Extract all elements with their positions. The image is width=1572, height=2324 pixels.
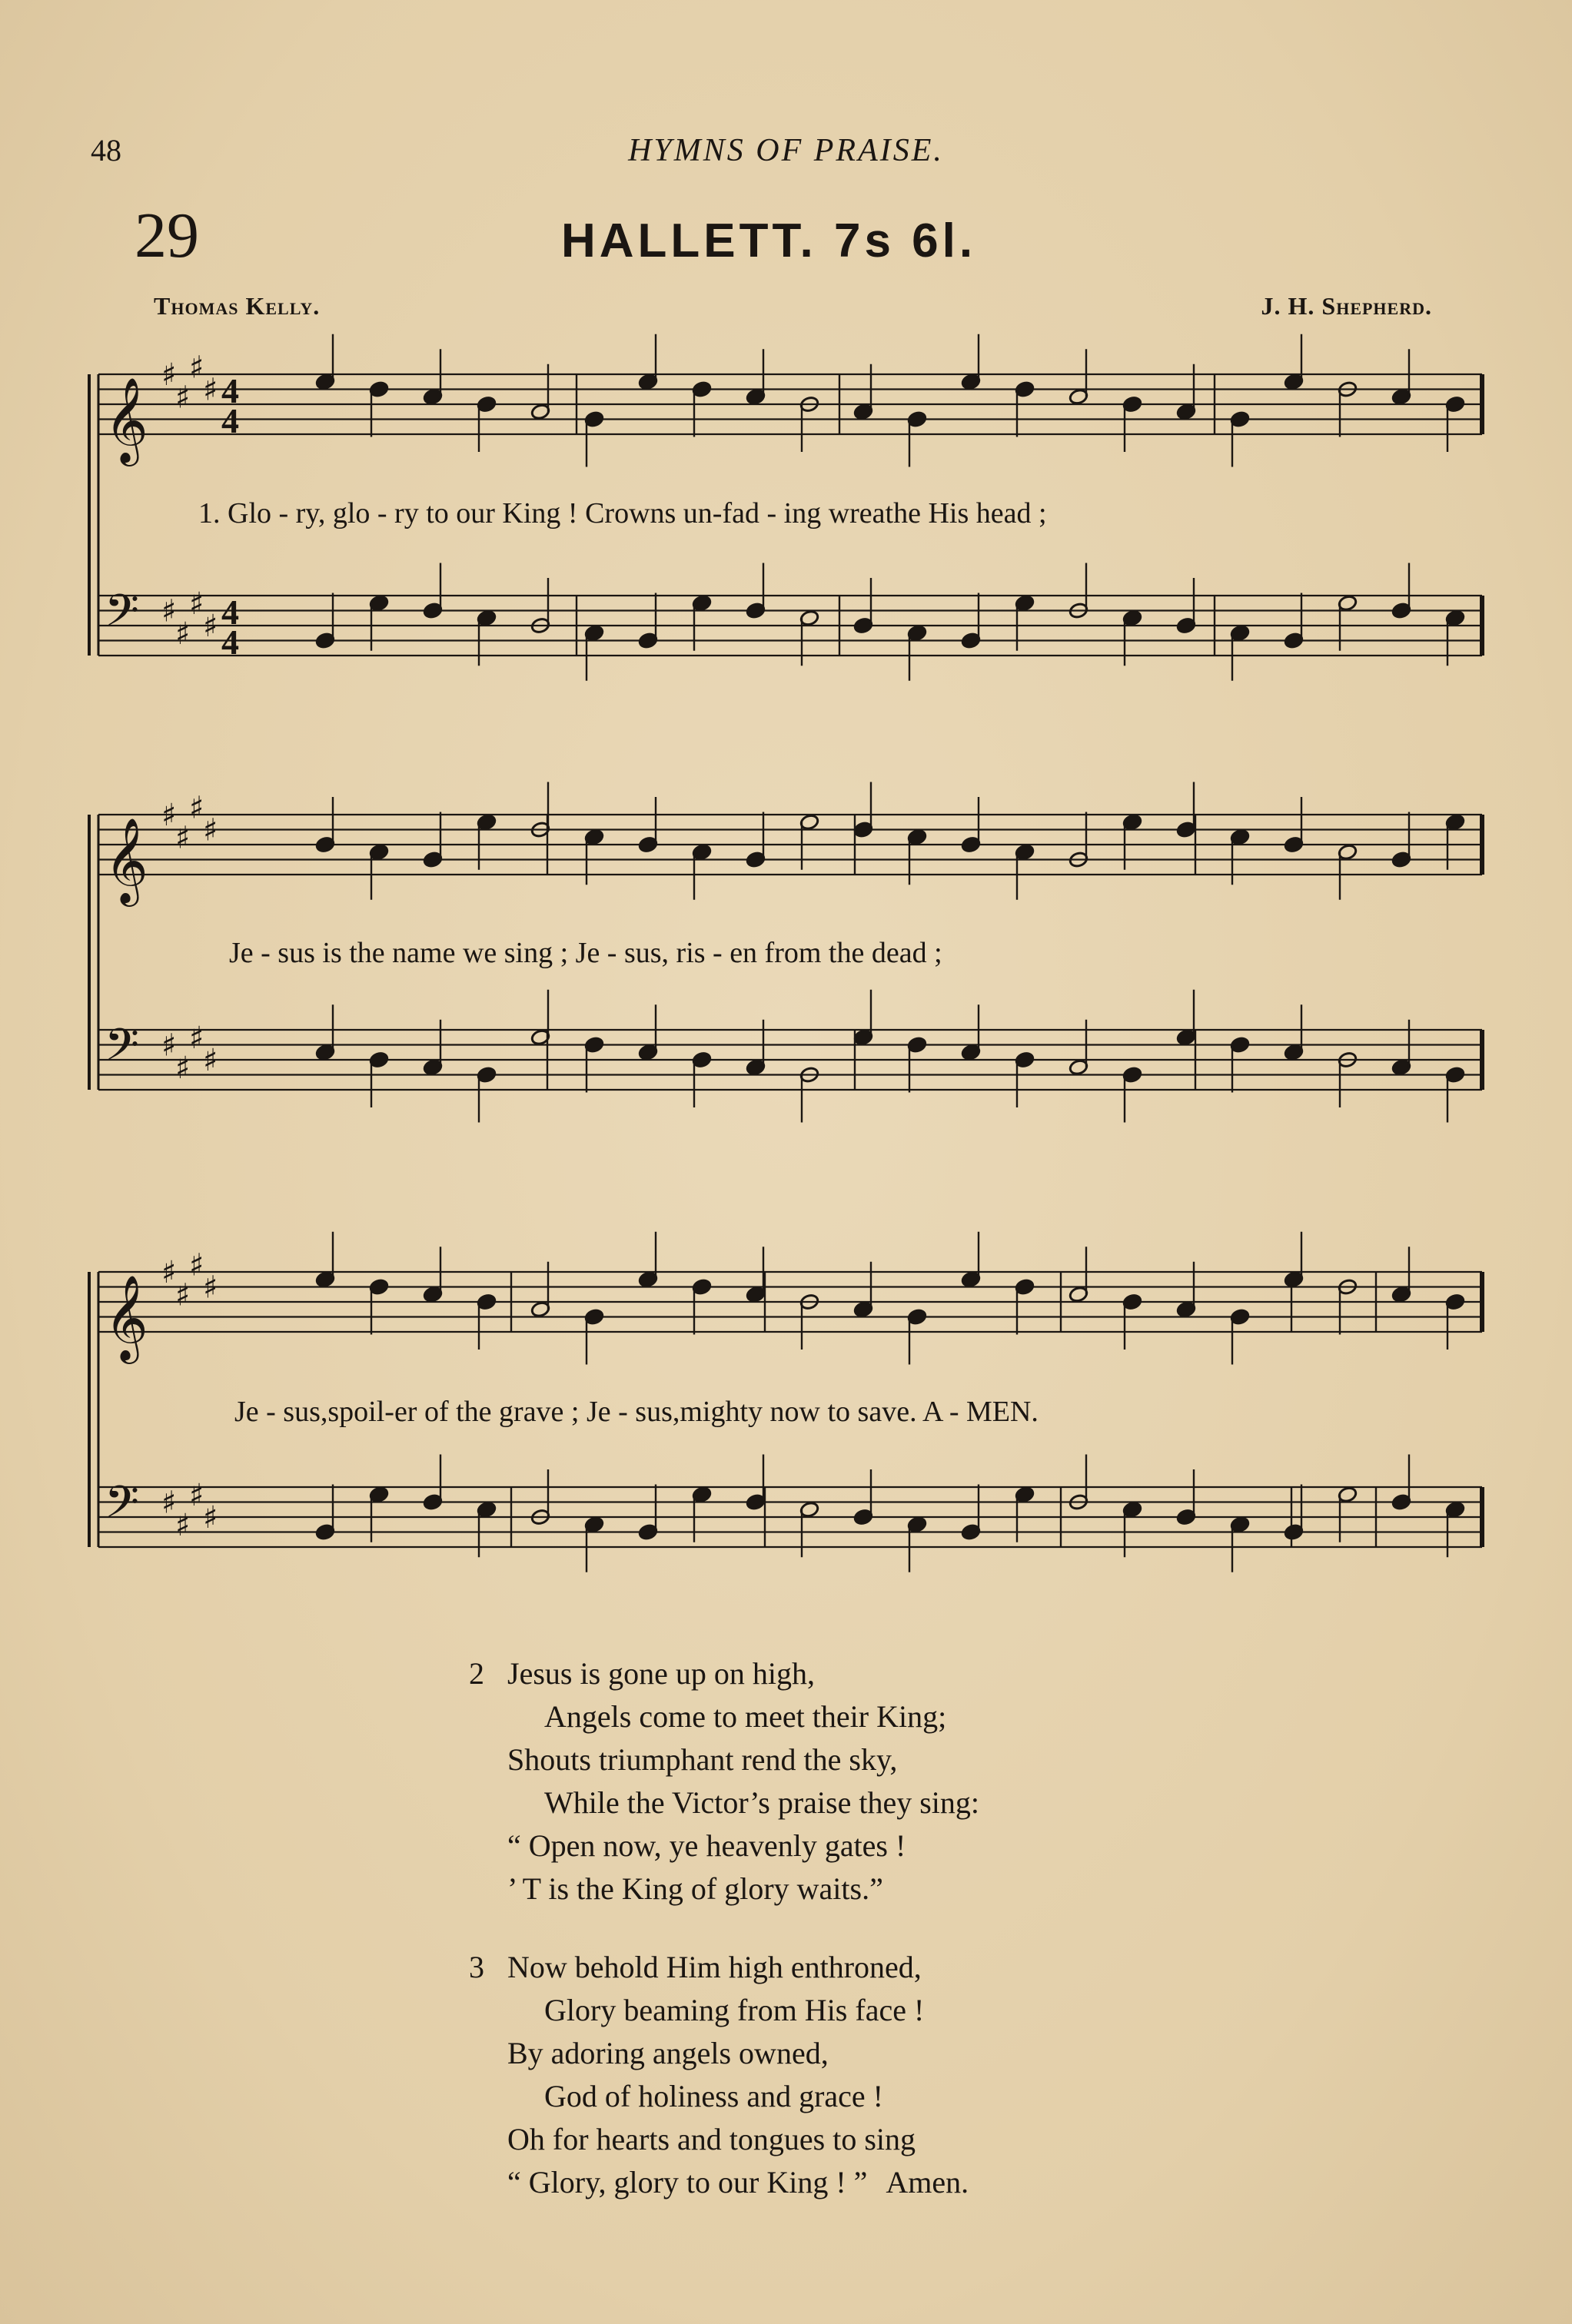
- stanza-number: 3: [469, 1950, 484, 1984]
- verse-line: Shouts triumphant rend the sky,: [507, 1742, 898, 1777]
- sharp-icon: ♯: [175, 1277, 191, 1313]
- tune-title: HALLETT. 7s 6l.: [561, 214, 977, 267]
- running-head: HYMNS OF PRAISE.: [628, 133, 944, 168]
- verse-line: Now behold Him high enthroned,: [507, 1950, 922, 1984]
- lyrics-line-1: 1. Glo - ry, glo - ry to our King ! Crowns un-fad - ing wreathe His head ;: [198, 497, 1047, 530]
- sharp-icon: ♯: [175, 820, 191, 856]
- sharp-icon: ♯: [161, 357, 177, 393]
- author-credit: Thomas Kelly.: [154, 292, 321, 320]
- sharp-icon: ♯: [189, 586, 204, 622]
- treble-clef-icon: 𝄞: [105, 1274, 148, 1360]
- sharp-icon: ♯: [161, 798, 177, 833]
- sharp-icon: ♯: [203, 609, 218, 644]
- sharp-icon: ♯: [161, 1255, 177, 1290]
- verse-line-text: “ Glory, glory to our King ! ”: [507, 2165, 868, 2200]
- sharp-icon: ♯: [175, 1050, 191, 1086]
- sharp-icon: ♯: [203, 812, 218, 848]
- verse-line: ’ T is the King of glory waits.”: [507, 1871, 883, 1906]
- stanza-number: 2: [469, 1656, 484, 1691]
- verse-line: [507, 2161, 1238, 2204]
- sharp-icon: ♯: [203, 1500, 218, 1536]
- time-signature-top: 4: [221, 593, 239, 632]
- composer-credit: J. H. Shepherd.: [1261, 292, 1432, 320]
- verse-line: “ Open now, ye heavenly gates !: [507, 1828, 906, 1863]
- verses: [469, 1652, 1238, 2239]
- verse-line: Glory beaming from His face !: [544, 1993, 925, 2027]
- verse-line: Jesus is gone up on high,: [507, 1656, 815, 1691]
- bass-clef-icon: 𝄢: [105, 1476, 140, 1539]
- hymn-number: 29: [135, 200, 199, 271]
- stanza-3: [469, 1946, 1238, 2204]
- bass-clef-icon: 𝄢: [105, 1018, 140, 1082]
- sharp-icon: ♯: [189, 350, 204, 386]
- treble-clef-icon: 𝄞: [105, 377, 148, 463]
- sharp-icon: ♯: [189, 1477, 204, 1513]
- lyrics-line-3: Je - sus,spoil-er of the grave ; Je - sus,mighty now to save. A - MEN.: [234, 1396, 1039, 1428]
- sharp-icon: ♯: [189, 1247, 204, 1283]
- time-signature-bottom: 4: [221, 401, 239, 440]
- amen: Amen.: [886, 2165, 969, 2200]
- verse-line: God of holiness and grace !: [544, 2079, 883, 2113]
- treble-clef-icon: 𝄞: [105, 817, 148, 903]
- bass-clef-icon: 𝄢: [105, 584, 140, 648]
- sharp-icon: ♯: [161, 1028, 177, 1064]
- sharp-icon: ♯: [203, 372, 218, 408]
- sharp-icon: ♯: [203, 1043, 218, 1078]
- verse-line: By adoring angels owned,: [507, 2036, 829, 2070]
- sharp-icon: ♯: [189, 790, 204, 826]
- sharp-icon: ♯: [161, 1485, 177, 1521]
- lyrics-line-2: Je - sus is the name we sing ; Je - sus, ris - en from the dead ;: [229, 937, 942, 969]
- verse-line: While the Victor’s praise they sing:: [544, 1785, 979, 1820]
- sharp-icon: ♯: [175, 380, 191, 416]
- sharp-icon: ♯: [203, 1270, 218, 1306]
- sharp-icon: ♯: [175, 1507, 191, 1543]
- sharp-icon: ♯: [161, 593, 177, 629]
- stanza-2: [469, 1652, 1238, 1911]
- verse-line: Oh for hearts and tongues to sing: [507, 2122, 916, 2156]
- sharp-icon: ♯: [189, 1020, 204, 1056]
- time-signature-bottom: 4: [221, 622, 239, 662]
- verse-line: Angels come to meet their King;: [544, 1699, 947, 1734]
- page-number: 48: [91, 133, 121, 168]
- time-signature-top: 4: [221, 371, 239, 410]
- sharp-icon: ♯: [175, 616, 191, 652]
